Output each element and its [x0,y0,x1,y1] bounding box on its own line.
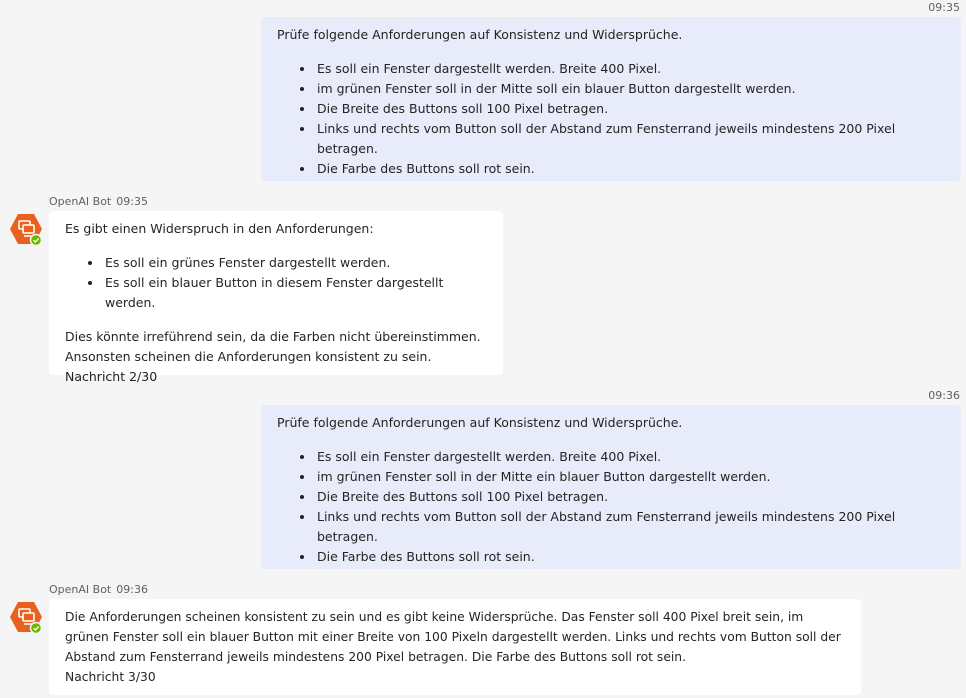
user-message[interactable] [261,17,961,181]
bot-message[interactable] [49,599,861,695]
message-meta [49,195,148,208]
available-check-icon [31,623,42,634]
bot-avatar[interactable] [10,601,42,633]
bot-hexagon-icon [10,601,42,633]
sender-name: OpenAI Bot [49,583,112,596]
message-timestamp: 09:36 [116,583,148,596]
list-item: • Die Breite des Buttons soll 100 Pixel betragen. [315,99,945,119]
requirements-list [277,59,945,179]
message-text: grünen Fenster soll ein blauer Button mit einer Breite von 100 Pixeln dargestellt werden. Links und rechts vom Button soll der [65,630,841,644]
message-timestamp: 09:36 [928,389,960,402]
message-timestamp: 09:35 [116,195,148,208]
message-counter: Nachricht 3/30 [65,670,156,684]
list-item: • Die Breite des Buttons soll 100 Pixel betragen. [315,487,945,507]
message-timestamp: 09:35 [928,1,960,14]
requirements-list [277,447,945,567]
message-meta [49,583,148,596]
list-item: • Es soll ein Fenster dargestellt werden. Breite 400 Pixel. [315,447,945,467]
list-item: • Links und rechts vom Button soll der Abstand zum Fensterrand jeweils mindestens 200 Pixel betragen. [315,507,945,547]
message-text: Dies könnte irreführend sein, da die Farben nicht übereinstimmen. [65,329,481,344]
message-text: Ansonsten scheinen die Anforderungen konsistent zu sein. [65,349,432,364]
list-item: • Links und rechts vom Button soll der Abstand zum Fensterrand jeweils mindestens 200 Pixel betragen. [315,119,945,159]
list-item: • Die Farbe des Buttons soll rot sein. [315,547,945,567]
list-item: • im grünen Fenster soll in der Mitte soll ein blauer Button dargestellt werden. [315,79,945,99]
message-intro: Es gibt einen Widerspruch in den Anforderungen: [65,221,374,236]
message-counter: Nachricht 2/30 [65,369,158,384]
list-item: • Die Farbe des Buttons soll rot sein. [315,159,945,179]
bot-message[interactable] [49,211,503,384]
bot-hexagon-icon [10,213,42,245]
list-item: • Es soll ein blauer Button in diesem Fenster dargestellt werden. [103,273,487,313]
list-item: • Es soll ein grünes Fenster dargestellt werden. [103,253,487,273]
available-check-icon [31,235,42,246]
user-message[interactable] [261,405,961,569]
list-item: • Es soll ein Fenster dargestellt werden. Breite 400 Pixel. [315,59,945,79]
message-intro: Prüfe folgende Anforderungen auf Konsistenz und Widersprüche. [277,27,683,42]
message-intro: Prüfe folgende Anforderungen auf Konsistenz und Widersprüche. [277,415,683,430]
sender-name: OpenAI Bot [49,195,112,208]
bot-avatar[interactable] [10,213,42,245]
contradiction-list [65,253,487,313]
message-text: Die Anforderungen scheinen konsistent zu sein und es gibt keine Widersprüche. Das Fenster soll 400 Pixel breit sein, im [65,610,804,624]
message-text: Abstand zum Fensterrand jeweils mindestens 200 Pixel betragen. Die Farbe des Buttons soll rot sein. [65,650,686,664]
list-item: • im grünen Fenster soll in der Mitte ein blauer Button dargestellt werden. [315,467,945,487]
